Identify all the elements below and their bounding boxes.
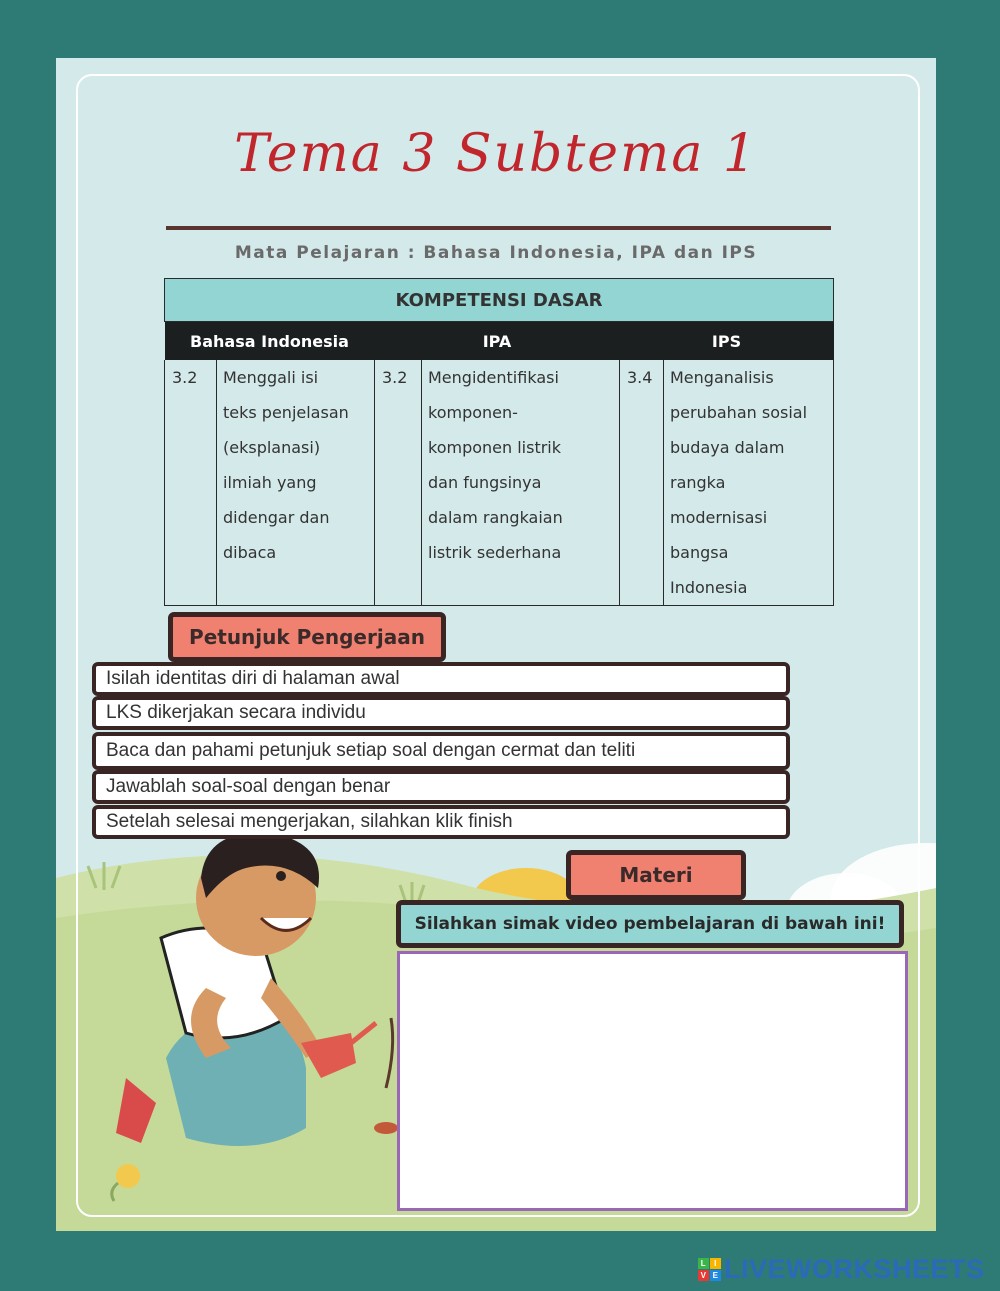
column-header: Bahasa Indonesia — [165, 322, 375, 361]
video-caption: Silahkan simak video pembelajaran di bawah ini! — [396, 900, 904, 948]
kd-description — [422, 360, 620, 606]
kd-line: modernisasi — [670, 508, 768, 527]
kd-line: bangsa — [670, 543, 729, 562]
logo-letter: V — [698, 1270, 709, 1281]
kd-description — [217, 360, 375, 606]
kd-line: dalam rangkaian — [428, 508, 563, 527]
kd-line: dibaca — [223, 543, 277, 562]
kd-line: komponen- — [428, 403, 518, 422]
kd-line: Indonesia — [670, 578, 748, 597]
instruction-item: Isilah identitas diri di halaman awal — [92, 662, 790, 696]
kd-line: komponen listrik — [428, 438, 562, 457]
logo-letter: L — [698, 1258, 709, 1269]
instruction-item: LKS dikerjakan secara individu — [92, 696, 790, 730]
kompetensi-dasar-table — [164, 278, 834, 606]
subject-line: Mata Pelajaran : Bahasa Indonesia, IPA dan IPS — [234, 243, 758, 263]
video-player[interactable] — [397, 951, 908, 1211]
brand-text: LIVEWORKSHEETS — [724, 1254, 985, 1284]
kd-line: dan fungsinya — [428, 473, 542, 492]
worksheet-title: Tema 3 Subtema 1 — [234, 124, 758, 184]
materi-heading: Materi — [566, 850, 746, 900]
title-divider — [166, 226, 831, 230]
kd-line: budaya dalam — [670, 438, 785, 457]
kd-line: teks penjelasan — [223, 403, 349, 422]
live-logo-icon — [698, 1258, 721, 1281]
instructions-heading: Petunjuk Pengerjaan — [168, 612, 446, 662]
kd-code: 3.4 — [620, 360, 664, 606]
kd-code: 3.2 — [375, 360, 422, 606]
column-header: IPS — [620, 322, 834, 361]
kd-line: Menganalisis — [670, 368, 774, 387]
column-header: IPA — [375, 322, 620, 361]
instruction-item: Setelah selesai mengerjakan, silahkan klik finish — [92, 805, 790, 839]
logo-letter: E — [710, 1270, 721, 1281]
kd-line: (eksplanasi) — [223, 438, 321, 457]
kd-line: Mengidentifikasi — [428, 368, 559, 387]
instruction-item: Jawablah soal-soal dengan benar — [92, 770, 790, 804]
kd-line: ilmiah yang — [223, 473, 317, 492]
kd-line: perubahan sosial — [670, 403, 808, 422]
table-row — [165, 360, 834, 606]
kd-line: rangka — [670, 473, 726, 492]
kd-line: Menggali isi — [223, 368, 319, 387]
kd-code: 3.2 — [165, 360, 217, 606]
instruction-item: Baca dan pahami petunjuk setiap soal dengan cermat dan teliti — [92, 732, 790, 770]
kd-line: listrik sederhana — [428, 543, 562, 562]
table-heading: KOMPETENSI DASAR — [165, 279, 834, 322]
logo-letter: I — [710, 1258, 721, 1269]
liveworksheets-logo[interactable] — [698, 1254, 985, 1284]
worksheet-page — [56, 58, 936, 1231]
kd-description — [664, 360, 834, 606]
kd-line: didengar dan — [223, 508, 330, 527]
